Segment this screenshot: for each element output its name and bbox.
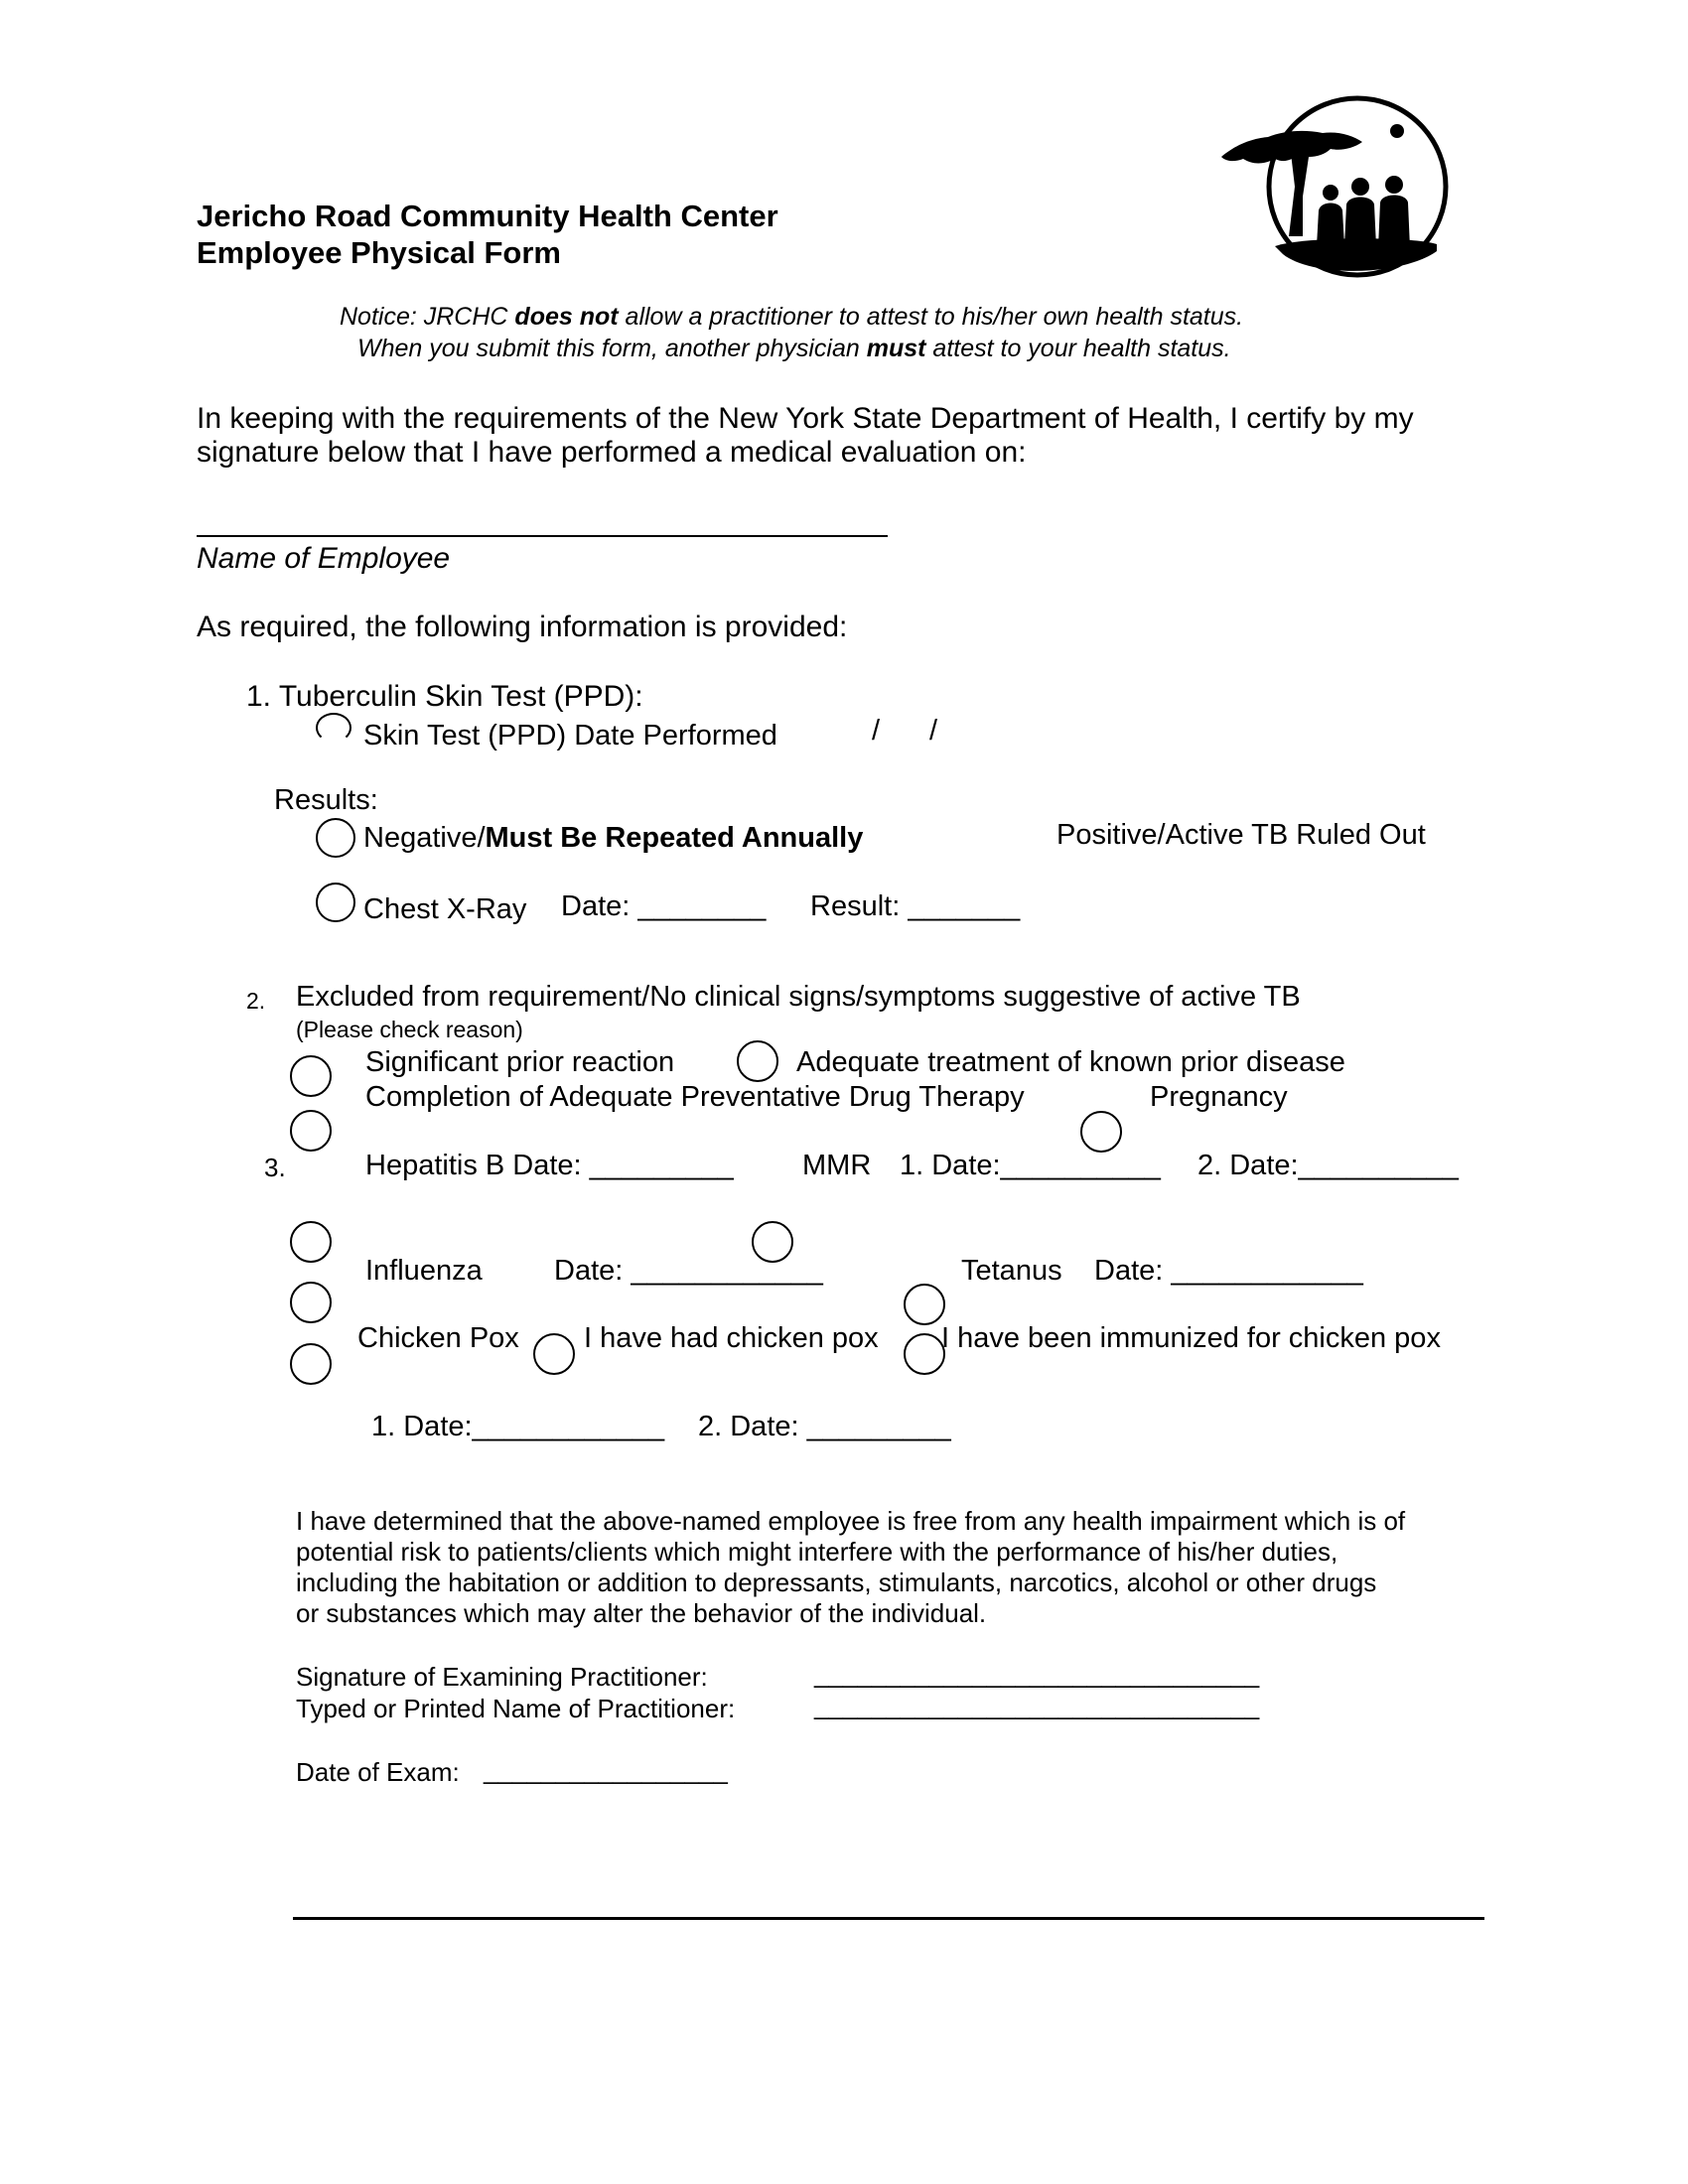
mmr-date-1-field[interactable]: 1. Date:__________	[900, 1150, 1161, 1181]
chicken-pox-date-1-field[interactable]: 1. Date:____________	[371, 1411, 665, 1442]
notice-line-2: When you submit this form, another physician must attest to your health status.	[357, 335, 1231, 362]
adequate-treatment-radio[interactable]	[737, 1040, 778, 1082]
form-title: Employee Physical Form	[197, 235, 561, 270]
date-of-exam-label: Date of Exam:	[296, 1757, 460, 1787]
attestation-line-1: I have determined that the above-named employee is free from any health impairment which is of	[296, 1506, 1406, 1536]
chest-xray-radio[interactable]	[316, 883, 355, 922]
xray-result-field[interactable]: Result: _______	[810, 890, 1021, 922]
chicken-pox-label: Chicken Pox	[357, 1322, 519, 1354]
tetanus-label: Tetanus	[961, 1255, 1062, 1287]
mmr-label: MMR	[802, 1150, 872, 1181]
skin-test-label: Skin Test (PPD) Date Performed	[363, 720, 777, 751]
mmr-date-2-field[interactable]: 2. Date:__________	[1197, 1150, 1459, 1181]
preventative-therapy-label: Completion of Adequate Preventative Drug Therapy	[365, 1081, 1025, 1113]
chicken-pox-radio[interactable]	[290, 1282, 332, 1323]
intro-line-1: In keeping with the requirements of the New York State Department of Health, I certify by my	[197, 402, 1414, 435]
provided-text: As required, the following information is provided:	[197, 611, 848, 643]
org-name: Jericho Road Community Health Center	[197, 199, 778, 233]
prior-reaction-radio[interactable]	[290, 1055, 332, 1097]
immunized-chicken-pox-radio[interactable]	[904, 1333, 945, 1375]
adequate-treatment-label: Adequate treatment of known prior disease	[796, 1046, 1345, 1078]
prior-reaction-label: Significant prior reaction	[365, 1046, 675, 1078]
chicken-pox-date-2-field[interactable]: 2. Date: _________	[698, 1411, 951, 1442]
results-label: Results:	[274, 784, 378, 816]
excluded-heading: Excluded from requirement/No clinical signs/symptoms suggestive of active TB	[296, 981, 1301, 1013]
date-separator: /	[872, 715, 881, 747]
attestation-line-2: potential risk to patients/clients which might interfere with the performance of his/her duties,	[296, 1537, 1338, 1567]
signature-label: Signature of Examining Practitioner:	[296, 1662, 708, 1692]
had-chicken-pox-label: I have had chicken pox	[584, 1322, 879, 1354]
intro-line-2: signature below that I have performed a medical evaluation on:	[197, 436, 1027, 469]
positive-label: Positive/Active TB Ruled Out	[1056, 819, 1426, 851]
date-separator: /	[929, 715, 938, 747]
chicken-pox-extra-radio[interactable]	[904, 1284, 945, 1325]
xray-date-field[interactable]: Date: ________	[561, 890, 767, 922]
had-chicken-pox-radio[interactable]	[533, 1333, 575, 1375]
pregnancy-radio[interactable]	[1080, 1111, 1122, 1153]
preventative-therapy-radio[interactable]	[290, 1110, 332, 1152]
influenza-date-field[interactable]: Date: ____________	[554, 1255, 823, 1287]
signature-field[interactable]: _______________________________	[814, 1659, 1260, 1689]
bottom-divider	[293, 1917, 1484, 1920]
attestation-line-4: or substances which may alter the behavior of the individual.	[296, 1598, 987, 1628]
excluded-hint: (Please check reason)	[296, 1017, 523, 1042]
skin-test-radio[interactable]	[316, 713, 352, 743]
chest-xray-label: Chest X-Ray	[363, 893, 527, 925]
negative-label: Negative/Must Be Repeated Annually	[363, 822, 864, 854]
negative-radio[interactable]	[316, 818, 355, 858]
tb-heading: 1. Tuberculin Skin Test (PPD):	[246, 680, 643, 713]
influenza-radio[interactable]	[290, 1221, 332, 1263]
pregnancy-label: Pregnancy	[1150, 1081, 1288, 1113]
chicken-pox-radio-2[interactable]	[290, 1343, 332, 1385]
notice-line-1: Notice: JRCHC does not allow a practitioner to attest to his/her own health status.	[340, 303, 1244, 331]
printed-name-label: Typed or Printed Name of Practitioner:	[296, 1694, 736, 1723]
section-2-number: 2.	[246, 988, 266, 1014]
date-of-exam-field[interactable]: _________________	[484, 1755, 728, 1785]
hep-b-date-field[interactable]: Hepatitis B Date: _________	[365, 1150, 734, 1181]
attestation-line-3: including the habitation or addition to depressants, stimulants, narcotics, alcohol or other drugs	[296, 1568, 1377, 1597]
employee-name-field[interactable]	[197, 535, 888, 537]
tetanus-date-field[interactable]: Date: ____________	[1094, 1255, 1363, 1287]
tree-people-logo-icon	[1213, 87, 1452, 286]
printed-name-field[interactable]: _______________________________	[814, 1691, 1260, 1720]
influenza-label: Influenza	[365, 1255, 483, 1287]
immunized-chicken-pox-label: I have been immunized for chicken pox	[941, 1322, 1441, 1354]
employee-name-label: Name of Employee	[197, 542, 451, 575]
section-3-number: 3.	[264, 1153, 286, 1182]
